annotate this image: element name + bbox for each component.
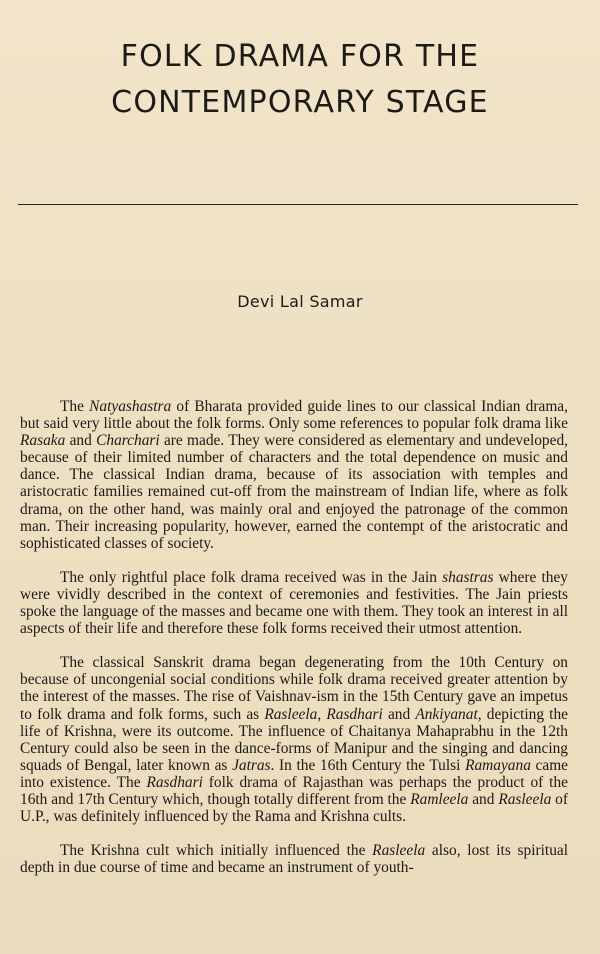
paragraph-1 xyxy=(20,398,568,552)
article-title xyxy=(0,34,600,126)
italic-term: Rasleela xyxy=(498,790,552,808)
text-run: are made. They were considered as elementary and undeveloped, because of their limited number of characters and the total dependence on music and dance. The classical Indian drama, because of its association with temples and aristocratic families remained cut-off from the mainstream of Indian life, where as folk drama, on the other hand, was mainly oral and enjoyed the patronage of the common man. Their increasing popularity, however, earned the contempt of the aristocratic and sophisticated classes of society. xyxy=(20,432,568,552)
text-run: where they were vividly described in the context of ceremonies and festivities. The Jain priests spoke the language of the masses and became one with them. They took an interest in all aspects of their life and therefore these folk forms received their utmost attention. xyxy=(20,568,568,638)
title-line-1: FOLK DRAMA FOR THE xyxy=(120,39,480,74)
paragraph-3 xyxy=(20,654,568,825)
italic-term: Rasleela xyxy=(372,842,426,860)
text-run: , xyxy=(317,705,327,723)
italic-term: Natyashastra xyxy=(89,398,172,415)
italic-term: Rasdhari xyxy=(326,705,383,723)
text-run: of U.P., was definitely influenced by the Rama and Krishna cults. xyxy=(20,790,569,826)
text-run: and xyxy=(382,705,416,723)
italic-term: Ramayana xyxy=(465,756,531,774)
text-run: and xyxy=(65,432,97,450)
text-run: came into existence. The xyxy=(20,756,568,791)
italic-term: Rasdhari xyxy=(146,773,203,791)
text-run: also, lost its spiritual depth in due course of time and became an instrument of youth- xyxy=(20,842,568,877)
italic-term: Charchari xyxy=(96,432,160,450)
title-divider xyxy=(18,204,578,205)
paragraph-2 xyxy=(20,569,568,637)
italic-term: Jatras xyxy=(232,756,271,774)
italic-term: Rasleela xyxy=(264,705,318,723)
text-run: The Krishna cult which initially influenced the xyxy=(60,842,373,860)
text-run: folk drama of Rajasthan was perhaps the product of the 16th and 17th Century which, though totally different from the xyxy=(20,773,568,808)
italic-term: shastras xyxy=(442,568,494,586)
text-run: The xyxy=(60,398,90,415)
text-run: The classical Sanskrit drama began degenerating from the 10th Century on because of uncongenial social conditions while folk drama received greater attention by the interest of the masses. The rise of Vaishnav-ism in the 15th Century gave an impetus to folk drama and folk forms, such as xyxy=(20,654,568,723)
italic-term: Rasaka xyxy=(20,432,66,450)
paragraph-4 xyxy=(20,842,568,876)
article-body xyxy=(20,398,568,893)
author-name: Devi Lal Samar xyxy=(237,292,363,311)
text-run: , depicting the life of Krishna, were its outcome. The influence of Chaitanya Mahaprabhu in the 12th Century could also be seen in the dance-forms of Manipur and the singing and dancing squads of Bengal, later known as xyxy=(20,705,568,774)
italic-term: Ankiyanat xyxy=(415,705,478,723)
text-run: The only rightful place folk drama received was in the Jain xyxy=(60,568,443,586)
text-run: and xyxy=(468,790,499,808)
italic-term: Ramleela xyxy=(410,790,469,808)
text-run: . In the 16th Century the Tulsi xyxy=(270,756,466,774)
title-line-2: CONTEMPORARY STAGE xyxy=(111,85,489,120)
text-run: of Bharata provided guide lines to our classical Indian drama, but said very little about the folk forms. Only some references to popular folk drama like xyxy=(20,398,568,433)
